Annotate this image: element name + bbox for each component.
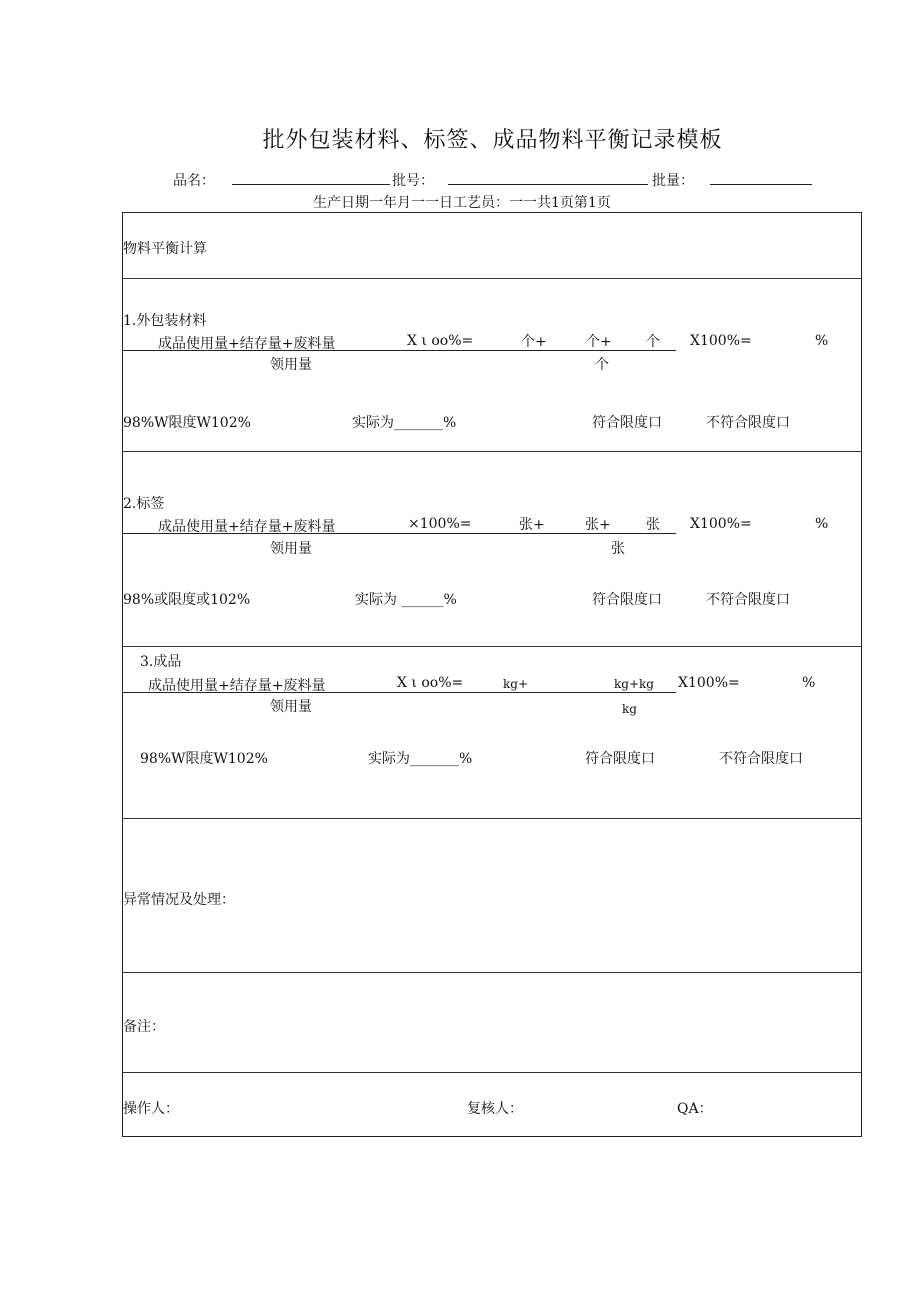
labels-unit-2: 张+ (585, 517, 611, 533)
section-title: 物料平衡计算 (123, 241, 207, 257)
divider (122, 818, 862, 819)
finished-denom-unit: kg (622, 702, 637, 716)
outer-unit-1: 个+ (521, 334, 547, 350)
labels-numerator: 成品使用量+结存量+废料量 (158, 519, 336, 535)
product-name-label: 品名： (173, 173, 215, 189)
divider (122, 972, 862, 973)
remarks-label: 备注： (123, 1019, 165, 1035)
finished-actual[interactable]: 实际为_______% (368, 751, 473, 767)
outer-compliant-checkbox[interactable]: 符合限度口 (592, 415, 662, 431)
finished-denominator: 领用量 (270, 699, 312, 715)
labels-compliant-checkbox[interactable]: 符合限度口 (592, 592, 662, 608)
finished-unit-1: kg+ (503, 677, 529, 691)
labels-times: ×100%= (408, 516, 472, 532)
divider (122, 646, 862, 647)
finished-percent: % (802, 675, 816, 691)
batch-size-label: 批量： (652, 173, 694, 189)
labels-limit: 98%或限度或102% (123, 592, 251, 608)
finished-noncompliant-checkbox[interactable]: 不符合限度口 (719, 751, 803, 767)
page-title: 批外包装材料、标签、成品物料平衡记录模板 (262, 128, 723, 153)
finished-numerator: 成品使用量+结存量+废料量 (148, 678, 326, 694)
outer-limit: 98%W限度W102% (123, 415, 251, 431)
labels-heading: 2.标签 (123, 496, 165, 512)
labels-unit-1: 张+ (519, 517, 545, 533)
abnormal-label: 异常情况及处理： (123, 892, 235, 908)
labels-actual[interactable]: 实际为 ______% (355, 592, 457, 608)
outer-packaging-heading: 1.外包装材料 (123, 313, 207, 329)
batch-size-field[interactable] (710, 184, 812, 185)
outer-times100: X100%= (690, 333, 752, 349)
product-name-field[interactable] (232, 184, 390, 185)
finished-compliant-checkbox[interactable]: 符合限度口 (585, 751, 655, 767)
finished-unit-2: kg+kg (614, 677, 654, 691)
fraction-line (122, 533, 676, 534)
outer-noncompliant-checkbox[interactable]: 不符合限度口 (706, 415, 790, 431)
labels-times100: X100%= (690, 516, 752, 532)
labels-percent: % (815, 516, 829, 532)
labels-denominator: 领用量 (270, 541, 312, 557)
finished-times100: X100%= (678, 675, 740, 691)
outer-unit-2: 个+ (586, 334, 612, 350)
divider (122, 451, 862, 452)
operator-label: 操作人： (123, 1101, 179, 1117)
divider (122, 278, 862, 279)
qa-label: QA： (677, 1101, 713, 1117)
labels-denom-unit: 张 (611, 541, 625, 557)
finished-limit: 98%W限度W102% (140, 751, 268, 767)
batch-no-field[interactable] (448, 184, 648, 185)
labels-unit-3: 张 (646, 517, 660, 533)
fraction-line (122, 692, 676, 693)
reviewer-label: 复核人： (467, 1101, 523, 1117)
finished-heading: 3.成品 (140, 654, 182, 670)
batch-no-label: 批号： (392, 173, 434, 189)
outer-denominator: 领用量 (270, 357, 312, 373)
outer-percent: % (815, 333, 829, 349)
outer-numerator: 成品使用量+结存量+废料量 (158, 336, 336, 352)
info-line: 生产日期一年月一一日工艺员：一一共1页第1页 (313, 195, 611, 211)
fraction-line (122, 350, 676, 351)
finished-times: X ι oo%= (397, 675, 464, 691)
labels-noncompliant-checkbox[interactable]: 不符合限度口 (706, 592, 790, 608)
outer-times: X ι oo%= (407, 333, 474, 349)
divider (122, 1072, 862, 1073)
outer-unit-3: 个 (646, 334, 660, 350)
outer-denom-unit: 个 (595, 357, 609, 373)
outer-actual[interactable]: 实际为_______% (352, 415, 457, 431)
